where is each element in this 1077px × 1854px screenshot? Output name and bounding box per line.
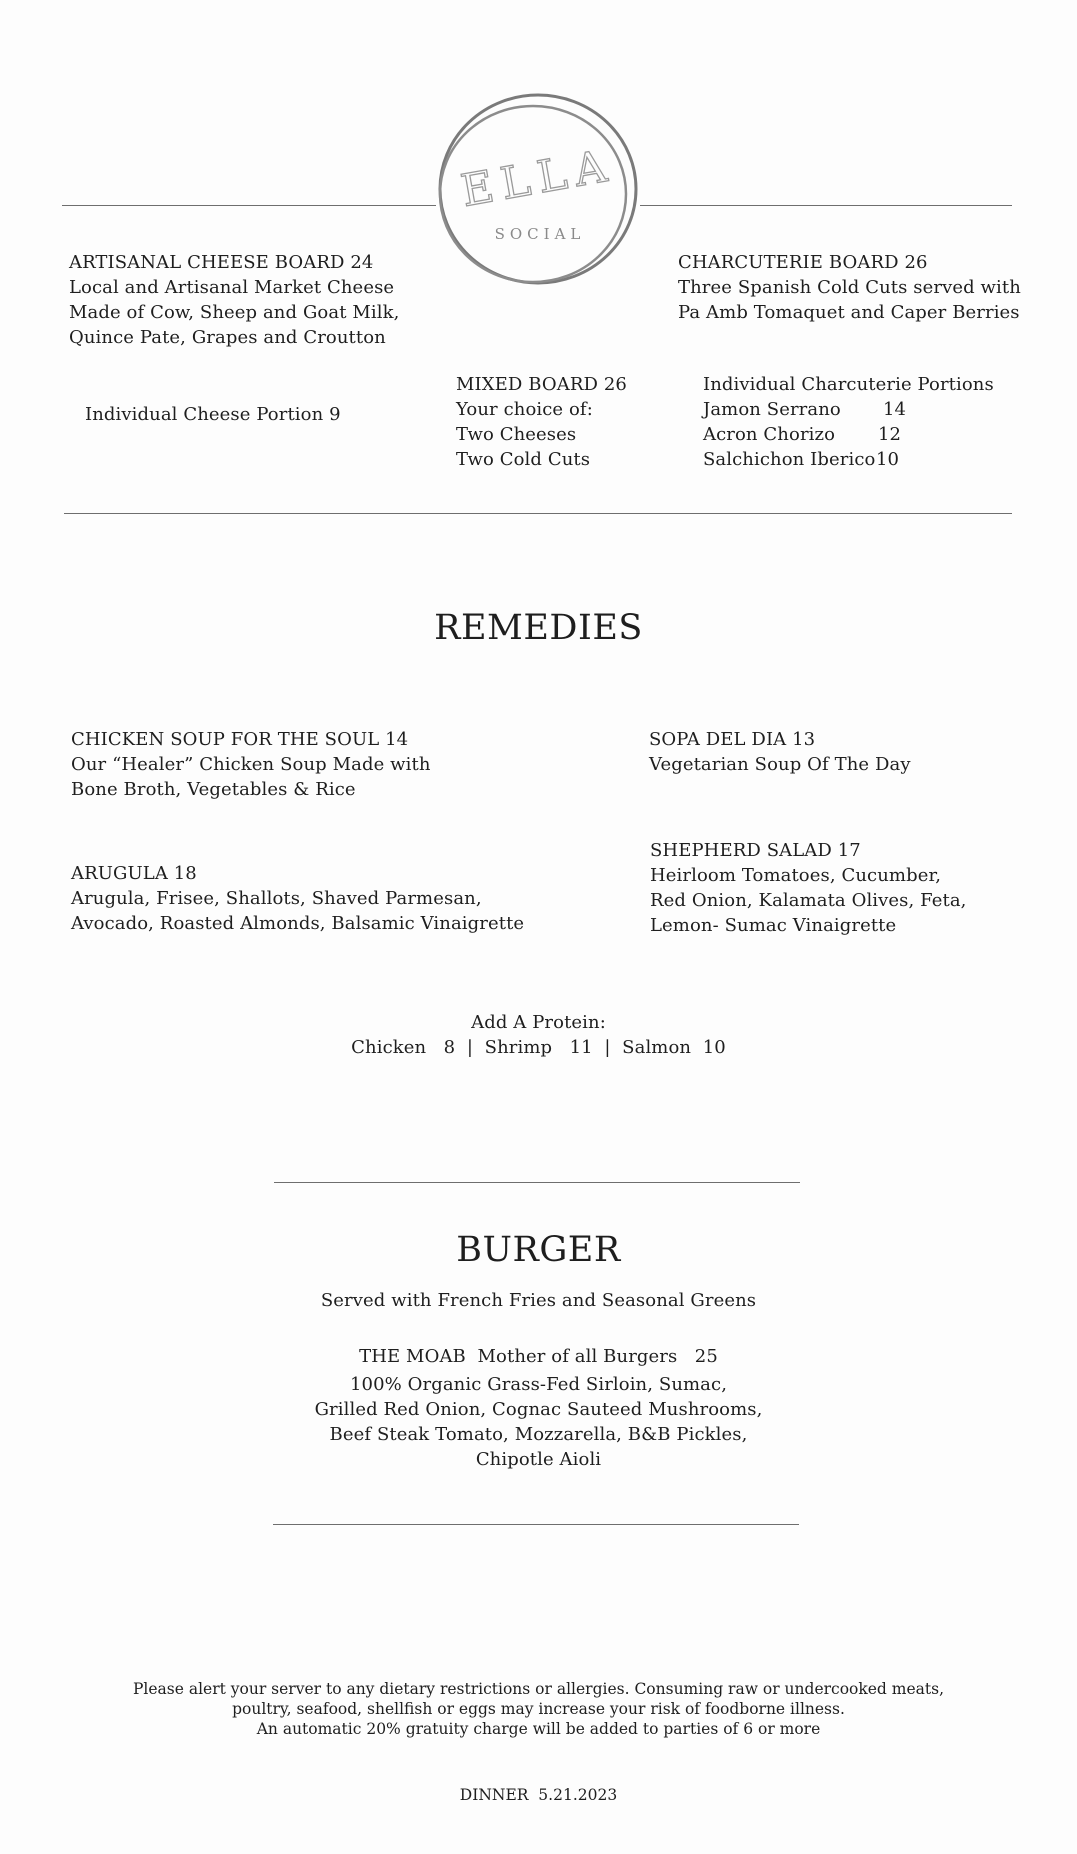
cheese-board-line: Local and Artisanal Market Cheese — [69, 277, 395, 298]
sopa-item — [649, 727, 911, 777]
arugula-line: Avocado, Roasted Almonds, Balsamic Vinaigrette — [71, 913, 525, 934]
cheese-board-line: Made of Cow, Sheep and Goat Milk, — [69, 302, 400, 323]
charcuterie-board-title: CHARCUTERIE BOARD 26 — [678, 252, 928, 273]
cheese-portion: Individual Cheese Portion 9 — [85, 404, 341, 425]
charcuterie-board-line: Pa Amb Tomaquet and Caper Berries — [678, 302, 1020, 323]
add-protein-options: Chicken 8 | Shrimp 11 | Salmon 10 — [351, 1037, 726, 1058]
mixed-board-line: Two Cheeses — [456, 424, 577, 445]
allergy-notice-line: Please alert your server to any dietary restrictions or allergies. Consuming raw or undercooked meats, — [132, 1680, 945, 1698]
add-protein — [0, 1010, 1077, 1060]
moab-burger-line: Grilled Red Onion, Cognac Sauteed Mushrooms, — [314, 1399, 763, 1420]
mixed-board-line: Two Cold Cuts — [456, 449, 591, 470]
mixed-board-line: Your choice of: — [456, 399, 593, 420]
charcuterie-board-line: Three Spanish Cold Cuts served with — [678, 277, 1021, 298]
arugula-title: ARUGULA 18 — [71, 863, 197, 884]
burger-heading: BURGER — [456, 1230, 621, 1270]
sopa-title: SOPA DEL DIA 13 — [649, 729, 816, 750]
gratuity-notice: An automatic 20% gratuity charge will be added to parties of 6 or more — [256, 1720, 821, 1738]
sopa-line: Vegetarian Soup Of The Day — [649, 754, 911, 775]
chicken-soup-item — [71, 727, 431, 802]
burger-top-rule — [274, 1182, 800, 1183]
chicken-soup-title: CHICKEN SOUP FOR THE SOUL 14 — [71, 729, 409, 750]
ella-social-logo — [436, 90, 640, 288]
portion-name: Jamon Serrano — [703, 399, 841, 420]
chicken-soup-line: Our “Healer” Chicken Soup Made with — [71, 754, 431, 775]
portion-item — [703, 447, 994, 472]
logo-subtitle: SOCIAL — [494, 225, 586, 243]
charcuterie-board — [678, 250, 1021, 325]
charcuterie-portions-title: Individual Charcuterie Portions — [703, 374, 994, 395]
allergy-notice-line: poultry, seafood, shellfish or eggs may increase your risk of foodborne illness. — [232, 1700, 845, 1718]
portion-price: 12 — [878, 424, 902, 445]
add-protein-label: Add A Protein: — [471, 1012, 606, 1033]
arugula-item — [71, 861, 524, 936]
menu-date: DINNER 5.21.2023 — [459, 1786, 618, 1804]
arugula-line: Arugula, Frisee, Shallots, Shaved Parmesan, — [71, 888, 482, 909]
mixed-board-title: MIXED BOARD 26 — [456, 374, 627, 395]
portion-item — [703, 397, 994, 422]
burger-bottom-rule — [273, 1524, 799, 1525]
portion-name: Salchichon Iberico — [703, 449, 876, 470]
portion-price: 14 — [883, 399, 907, 420]
moab-burger-item — [0, 1344, 1077, 1472]
shepherd-salad-line: Red Onion, Kalamata Olives, Feta, — [650, 890, 967, 911]
shepherd-salad-item — [650, 838, 967, 938]
moab-burger-line: 100% Organic Grass-Fed Sirloin, Sumac, — [349, 1374, 728, 1395]
logo-wordmark: ELLA — [457, 140, 619, 218]
charcuterie-portions — [703, 372, 994, 472]
allergy-notice — [0, 1679, 1077, 1739]
chicken-soup-line: Bone Broth, Vegetables & Rice — [71, 779, 356, 800]
portion-price: 10 — [876, 449, 900, 470]
boards-divider — [64, 513, 1012, 514]
portion-name: Acron Chorizo — [703, 424, 836, 445]
moab-burger-line: Chipotle Aioli — [475, 1449, 602, 1470]
cheese-board-title: ARTISANAL CHEESE BOARD 24 — [69, 252, 374, 273]
shepherd-salad-line: Heirloom Tomatoes, Cucumber, — [650, 865, 942, 886]
mixed-board — [456, 372, 627, 472]
shepherd-salad-line: Lemon- Sumac Vinaigrette — [650, 915, 897, 936]
burger-served-with: Served with French Fries and Seasonal Greens — [320, 1290, 757, 1311]
moab-burger-title: THE MOAB Mother of all Burgers 25 — [359, 1346, 718, 1367]
portion-item — [703, 422, 994, 447]
shepherd-salad-title: SHEPHERD SALAD 17 — [650, 840, 861, 861]
moab-burger-line: Beef Steak Tomato, Mozzarella, B&B Pickles, — [329, 1424, 748, 1445]
cheese-board — [69, 250, 399, 350]
remedies-heading: REMEDIES — [434, 608, 643, 648]
cheese-board-line: Quince Pate, Grapes and Croutton — [69, 327, 386, 348]
